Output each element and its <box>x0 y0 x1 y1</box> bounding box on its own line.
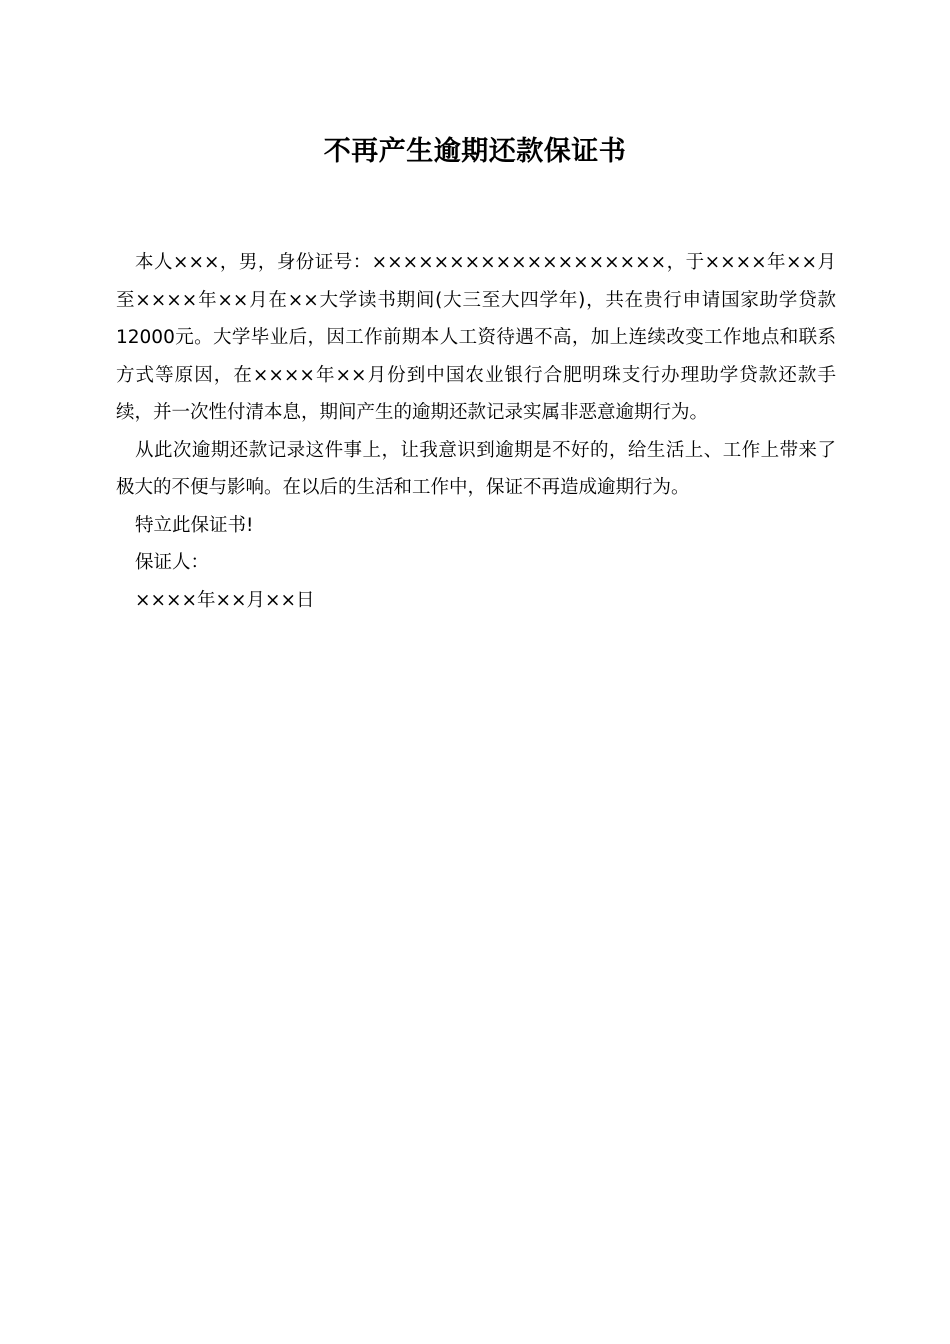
document-title: 不再产生逾期还款保证书 <box>323 136 627 167</box>
date-line: ××××年××月××日 <box>135 589 315 611</box>
guarantor-label: 保证人： <box>135 552 210 573</box>
closing-statement: 特立此保证书! <box>135 514 254 536</box>
body-paragraph-1: 本人×××，男，身份证号：×××××××××××××××××××，于××××年××月至××××年××月在××大学读书期间(大三至大四学年)，共在贵行申请国家助学贷款12000元。大学毕业后，因工作前期本人工资待遇不高，加上连续改变工作地点和联系方式等原因，在××××年××月份到中国农业银行合肥明珠支行办理助学贷款还款手续，并一次性付清本息，期间产生的逾期还款记录实属非恶意逾期行为。 <box>116 252 836 423</box>
document-body <box>116 244 836 619</box>
body-paragraph-2: 从此次逾期还款记录这件事上，让我意识到逾期是不好的，给生活上、工作上带来了极大的不便与影响。在以后的生活和工作中，保证不再造成逾期行为。 <box>116 439 836 498</box>
